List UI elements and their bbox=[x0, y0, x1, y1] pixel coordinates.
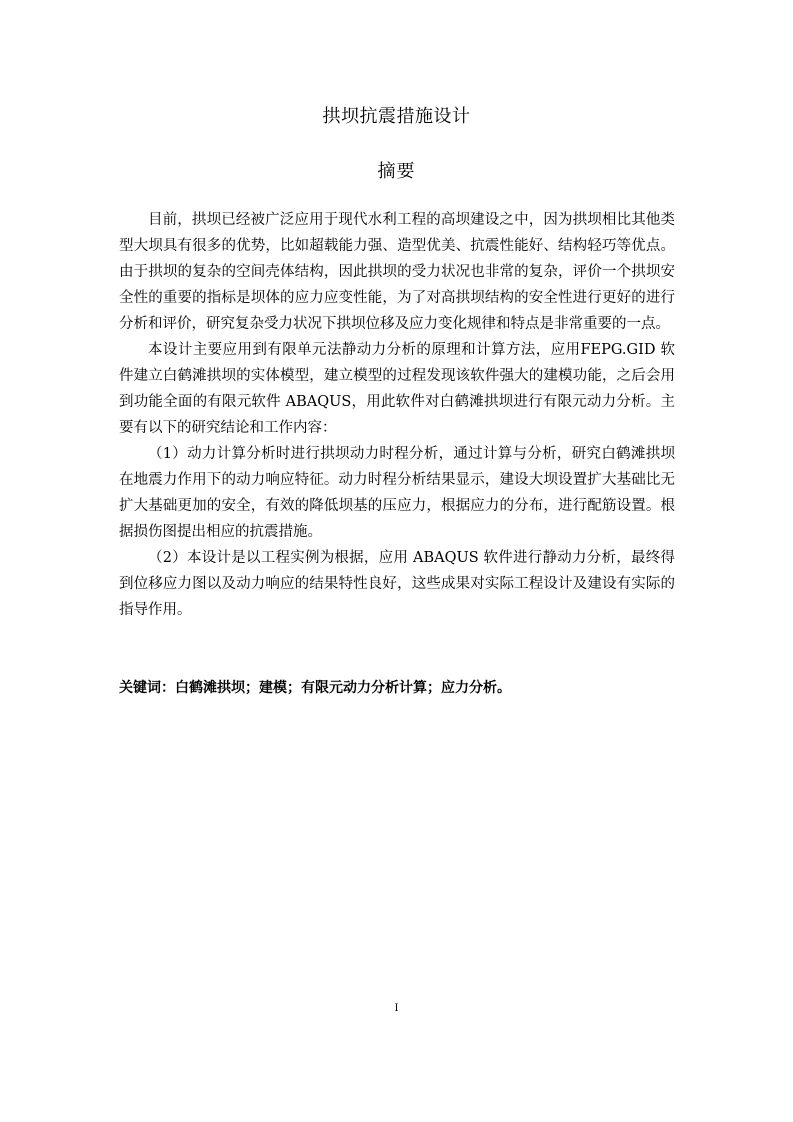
abstract-heading: 摘要 bbox=[377, 161, 416, 182]
document-title: 拱坝抗震措施设计 bbox=[322, 106, 471, 127]
abstract-paragraph: （1）动力计算分析时进行拱坝动力时程分析，通过计算与分析，研究白鹤滩拱坝在地震力作用下的动力响应特征。动力时程分析结果显示，建设大坝设置扩大基础比无扩大基础更加的安全，有效的降低坝基的压应力，根据应力的分布，进行配筋设置。根据损伤图提出相应的抗震措施。 bbox=[119, 446, 675, 540]
abstract-body bbox=[119, 207, 675, 623]
abstract-paragraph: 目前，拱坝已经被广泛应用于现代水利工程的高坝建设之中，因为拱坝相比其他类型大坝具有很多的优势，比如超载能力强、造型优美、抗震性能好、结构轻巧等优点。由于拱坝的复杂的空间壳体结构，因此拱坝的受力状况也非常的复杂，评价一个拱坝安全性的重要的指标是坝体的应力应变性能，为了对高拱坝结构的安全性进行更好的进行分析和评价，研究复杂受力状况下拱坝位移及应力变化规律和特点是非常重要的一点。 bbox=[119, 212, 675, 332]
keywords-line: 关键词：白鹤滩拱坝；建模；有限元动力分析计算；应力分析。 bbox=[119, 680, 511, 696]
abstract-paragraph: 本设计主要应用到有限单元法静动力分析的原理和计算方法，应用FEPG.GID 软件建立白鹤滩拱坝的实体模型，建立模型的过程发现该软件强大的建模功能，之后会用到功能全面的有限元软件 ABAQUS，用此软件对白鹤滩拱坝进行有限元动力分析。主要有以下的研究结论和工作内容： bbox=[119, 342, 675, 436]
abstract-paragraph: （2）本设计是以工程实例为根据，应用 ABAQUS 软件进行静动力分析，最终得到位移应力图以及动力响应的结果特性良好，这些成果对实际工程设计及建设有实际的指导作用。 bbox=[119, 550, 675, 618]
page-number: I bbox=[394, 1003, 399, 1014]
